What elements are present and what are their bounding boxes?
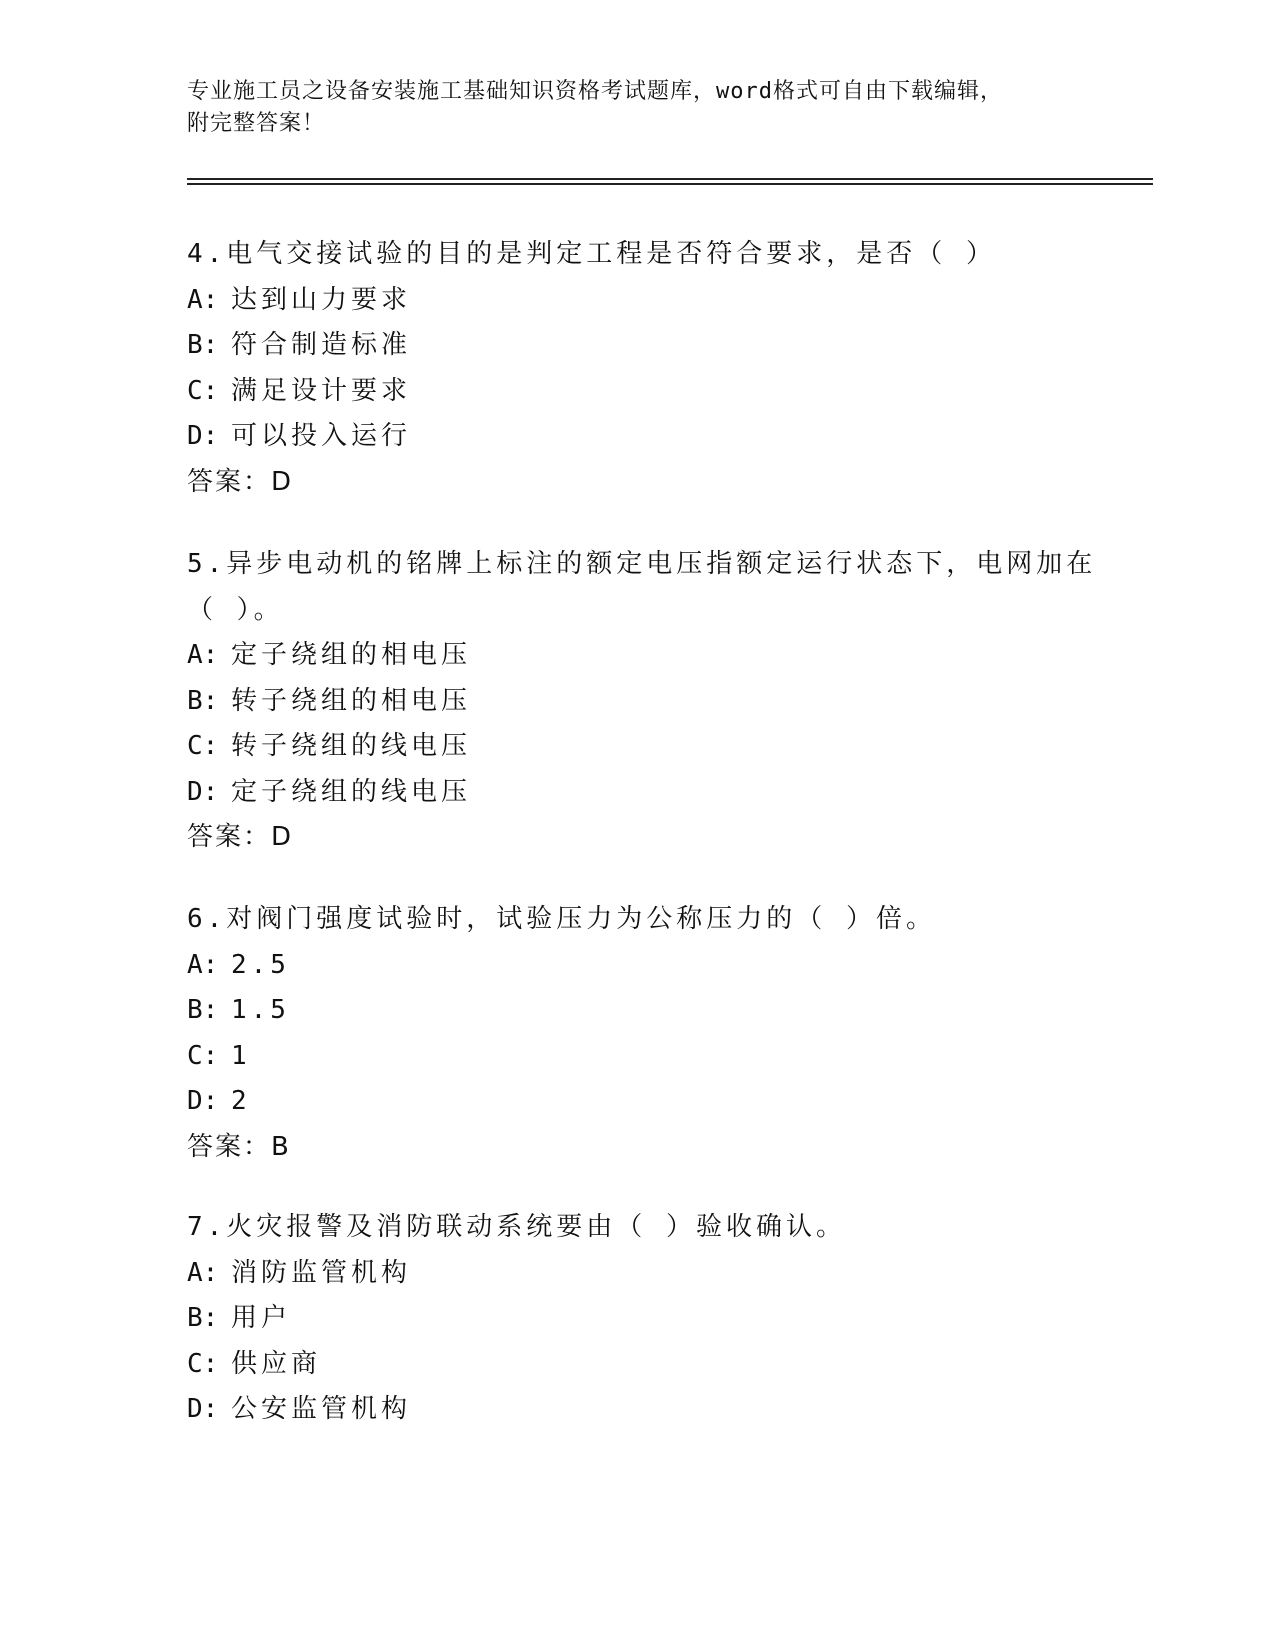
option-text: 转子绕组的线电压 xyxy=(231,731,472,761)
option-d xyxy=(187,414,1087,460)
option-key: B: xyxy=(187,330,219,360)
header-divider-top xyxy=(187,178,1153,180)
option-key: C: xyxy=(187,375,219,406)
question-6 xyxy=(187,897,1087,1170)
option-text: 2 xyxy=(231,1086,251,1116)
option-text: 公安监管机构 xyxy=(231,1394,412,1424)
question-4 xyxy=(187,232,1087,505)
question-5 xyxy=(187,542,1097,861)
document-header xyxy=(187,76,1087,140)
option-a xyxy=(187,1251,1087,1297)
option-text: 定子绕组的线电压 xyxy=(231,776,472,807)
option-d xyxy=(187,1387,1087,1433)
header-line-2: 附完整答案！ xyxy=(187,111,326,136)
option-d xyxy=(187,770,1087,816)
question-stem: 5.异步电动机的铭牌上标注的额定电压指额定运行状态下，电网加在 xyxy=(187,549,1097,579)
option-key: D: xyxy=(187,1086,219,1116)
option-text: 供应商 xyxy=(231,1348,322,1379)
option-b xyxy=(187,988,1087,1034)
question-7 xyxy=(187,1205,1087,1433)
option-key: D: xyxy=(187,421,219,451)
option-b xyxy=(187,679,1087,725)
option-c xyxy=(187,369,1087,415)
option-text: 达到山力要求 xyxy=(231,284,412,315)
option-text: 转子绕组的相电压 xyxy=(231,685,472,716)
option-c xyxy=(187,1034,1087,1080)
option-key: A: xyxy=(187,640,219,670)
option-key: C: xyxy=(187,1348,219,1379)
question-stem: 6.对阀门强度试验时，试验压力为公称压力的（ ）倍。 xyxy=(187,904,936,934)
option-a xyxy=(187,278,1087,324)
header-line-1: 专业施工员之设备安装施工基础知识资格考试题库，word格式可自由下载编辑， xyxy=(187,79,1003,104)
question-stem-continuation: （ ）。 xyxy=(187,594,284,625)
answer-line: 答案：D xyxy=(187,822,294,852)
option-text: 符合制造标准 xyxy=(231,330,412,360)
option-a xyxy=(187,943,1087,989)
option-b xyxy=(187,1296,1087,1342)
option-text: 可以投入运行 xyxy=(231,421,412,451)
option-key: D: xyxy=(187,776,219,807)
option-text: 用户 xyxy=(231,1303,292,1333)
option-key: A: xyxy=(187,1257,219,1288)
option-text: 定子绕组的相电压 xyxy=(231,640,472,670)
option-text: 1 xyxy=(231,1040,251,1071)
option-text: 满足设计要求 xyxy=(231,375,412,406)
answer-line: 答案：B xyxy=(187,1131,291,1162)
option-text: 消防监管机构 xyxy=(231,1257,412,1288)
option-key: B: xyxy=(187,1303,219,1333)
option-key: C: xyxy=(187,1040,219,1071)
option-c xyxy=(187,724,1087,770)
option-text: 1.5 xyxy=(231,995,290,1025)
option-key: B: xyxy=(187,685,219,716)
option-key: A: xyxy=(187,949,219,980)
option-a xyxy=(187,633,1087,679)
answer-line: 答案：D xyxy=(187,466,294,497)
option-d xyxy=(187,1079,1087,1125)
option-key: C: xyxy=(187,731,219,761)
question-stem: 4.电气交接试验的目的是判定工程是否符合要求，是否（ ） xyxy=(187,239,996,269)
header-divider-bottom xyxy=(187,183,1153,185)
option-c xyxy=(187,1342,1087,1388)
option-key: A: xyxy=(187,284,219,315)
option-key: D: xyxy=(187,1394,219,1424)
option-text: 2.5 xyxy=(231,949,290,980)
question-stem: 7.火灾报警及消防联动系统要由（ ）验收确认。 xyxy=(187,1212,846,1242)
option-key: B: xyxy=(187,995,219,1025)
option-b xyxy=(187,323,1087,369)
